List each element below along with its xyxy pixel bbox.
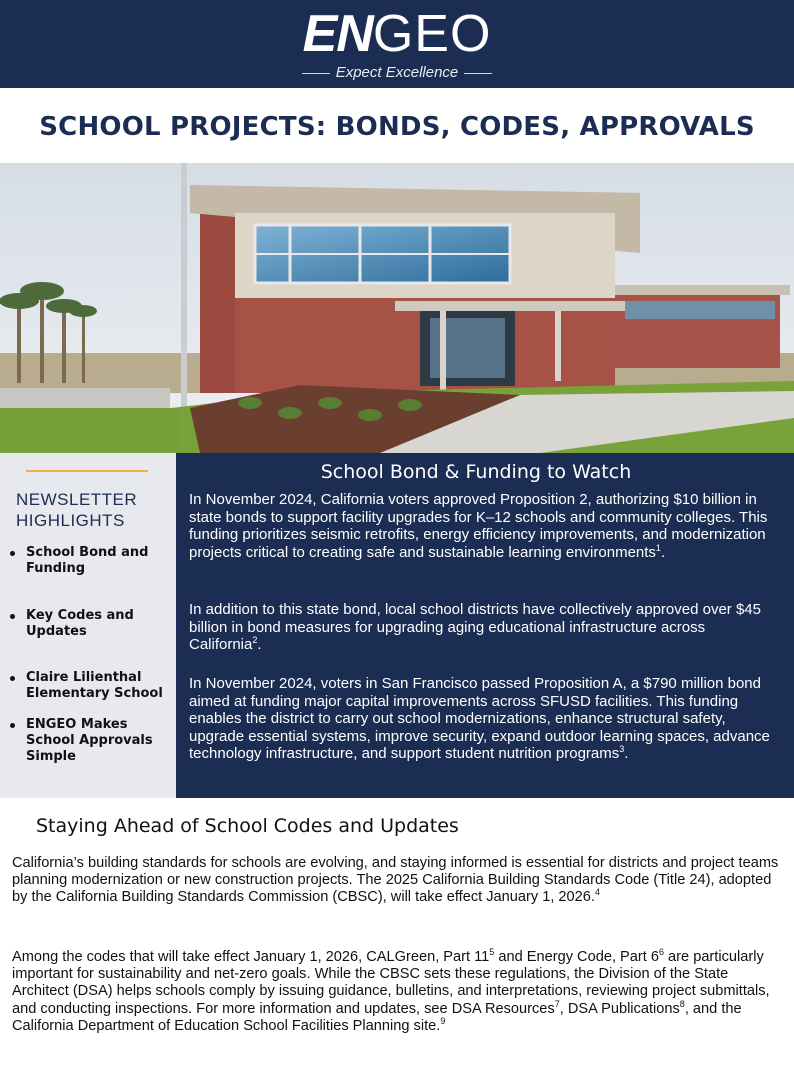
school-building-photo bbox=[0, 163, 794, 453]
footnote-ref-3: 3 bbox=[619, 744, 625, 755]
school-building-illustration bbox=[0, 163, 794, 453]
page-title: SCHOOL PROJECTS: BONDS, CODES, APPROVALS bbox=[39, 112, 755, 142]
tagline-divider-left bbox=[302, 73, 330, 74]
codes-heading: Staying Ahead of School Codes and Updates bbox=[36, 815, 459, 837]
funding-paragraph-1: In November 2024, California voters approved Proposition 2, authorizing $10 billion in state bonds to support facility upgrades for K–12 schools and community colleges. This funding prioritizes seismic retrofits, energy efficiency improvements, and modernization projects critical to creating safe and sustainable learning environments$^1$. bbox=[189, 491, 768, 561]
sidebar-accent-rule bbox=[26, 470, 148, 472]
footnote-ref-6: 6 bbox=[658, 947, 664, 958]
logo-wordmark bbox=[0, 6, 794, 62]
footnote-ref-4: 4 bbox=[594, 887, 600, 898]
newsletter-highlights-sidebar bbox=[0, 453, 176, 798]
highlight-item-engeo-approvals: ENGEO Makes School Approvals Simple bbox=[10, 717, 176, 765]
codes-paragraph-2: Among the codes that will take effect January 1, 2026, CALGreen, Part $11^5$ and Energy Code, Part $6^6$ are particularly important for sustainability and net-zero goals. While the CBSC sets these regulations, the Division of the State Architect (DSA) helps schools comply by issuing guidance, bulletins, and interpretations, reviewing project submittals, and conducting inspections. For more information and updates, see DSA Resources$^7$, DSA Publications$^8$, and the California Department of Education School Facilities Planning site.$^9$ bbox=[12, 947, 770, 1034]
tagline-divider-right bbox=[464, 73, 492, 74]
engeo-logo bbox=[0, 6, 794, 82]
footnote-ref-8: 8 bbox=[679, 998, 685, 1009]
sidebar-title: NEWSLETTER HIGHLIGHTS bbox=[16, 490, 138, 530]
logo-tagline: Expect Excellence bbox=[335, 64, 459, 81]
funding-section bbox=[176, 453, 794, 798]
logo-geo: GEO bbox=[372, 5, 492, 63]
footnote-ref-9: 9 bbox=[440, 1015, 446, 1026]
logo-en: EN bbox=[302, 5, 373, 63]
highlight-item-claire-lilienthal: Claire Lilienthal Elementary School bbox=[10, 670, 176, 702]
footnote-ref-7: 7 bbox=[554, 998, 560, 1009]
footnote-ref-1: 1 bbox=[655, 542, 661, 553]
footnote-ref-2: 2 bbox=[252, 635, 258, 646]
footnote-ref-5: 5 bbox=[489, 947, 495, 958]
tagline-row bbox=[0, 64, 794, 82]
page-header bbox=[0, 0, 794, 88]
codes-paragraph-1: California’s building standards for schools are evolving, and staying informed is essential for districts and project teams planning modernization or new construction projects. The 2025 California Building Standards Code (Title 24), adopted by the California Building Standards Commission (CBSC), will take effect January 1, 2026.$^4$ bbox=[12, 855, 779, 906]
funding-heading: School Bond & Funding to Watch bbox=[320, 461, 632, 483]
highlight-item-key-codes: Key Codes and Updates bbox=[10, 608, 176, 640]
funding-paragraph-3: In November 2024, voters in San Francisco passed Proposition A, a $790 million bond aimed at funding major capital improvements across SFUSD facilities. This funding enables the district to carry out school modernizations, enhance structural safety, upgrade essential systems, improve security, expand outdoor learning spaces, advance technology infrastructure, and support student nutrition programs$^3$. bbox=[189, 675, 770, 763]
funding-paragraph-2: In addition to this state bond, local school districts have collectively approved over $45 billion in bond measures for upgrading aging educational infrastructure across California$^2$. bbox=[189, 601, 761, 654]
highlight-item-school-bond: School Bond and Funding bbox=[10, 545, 176, 577]
